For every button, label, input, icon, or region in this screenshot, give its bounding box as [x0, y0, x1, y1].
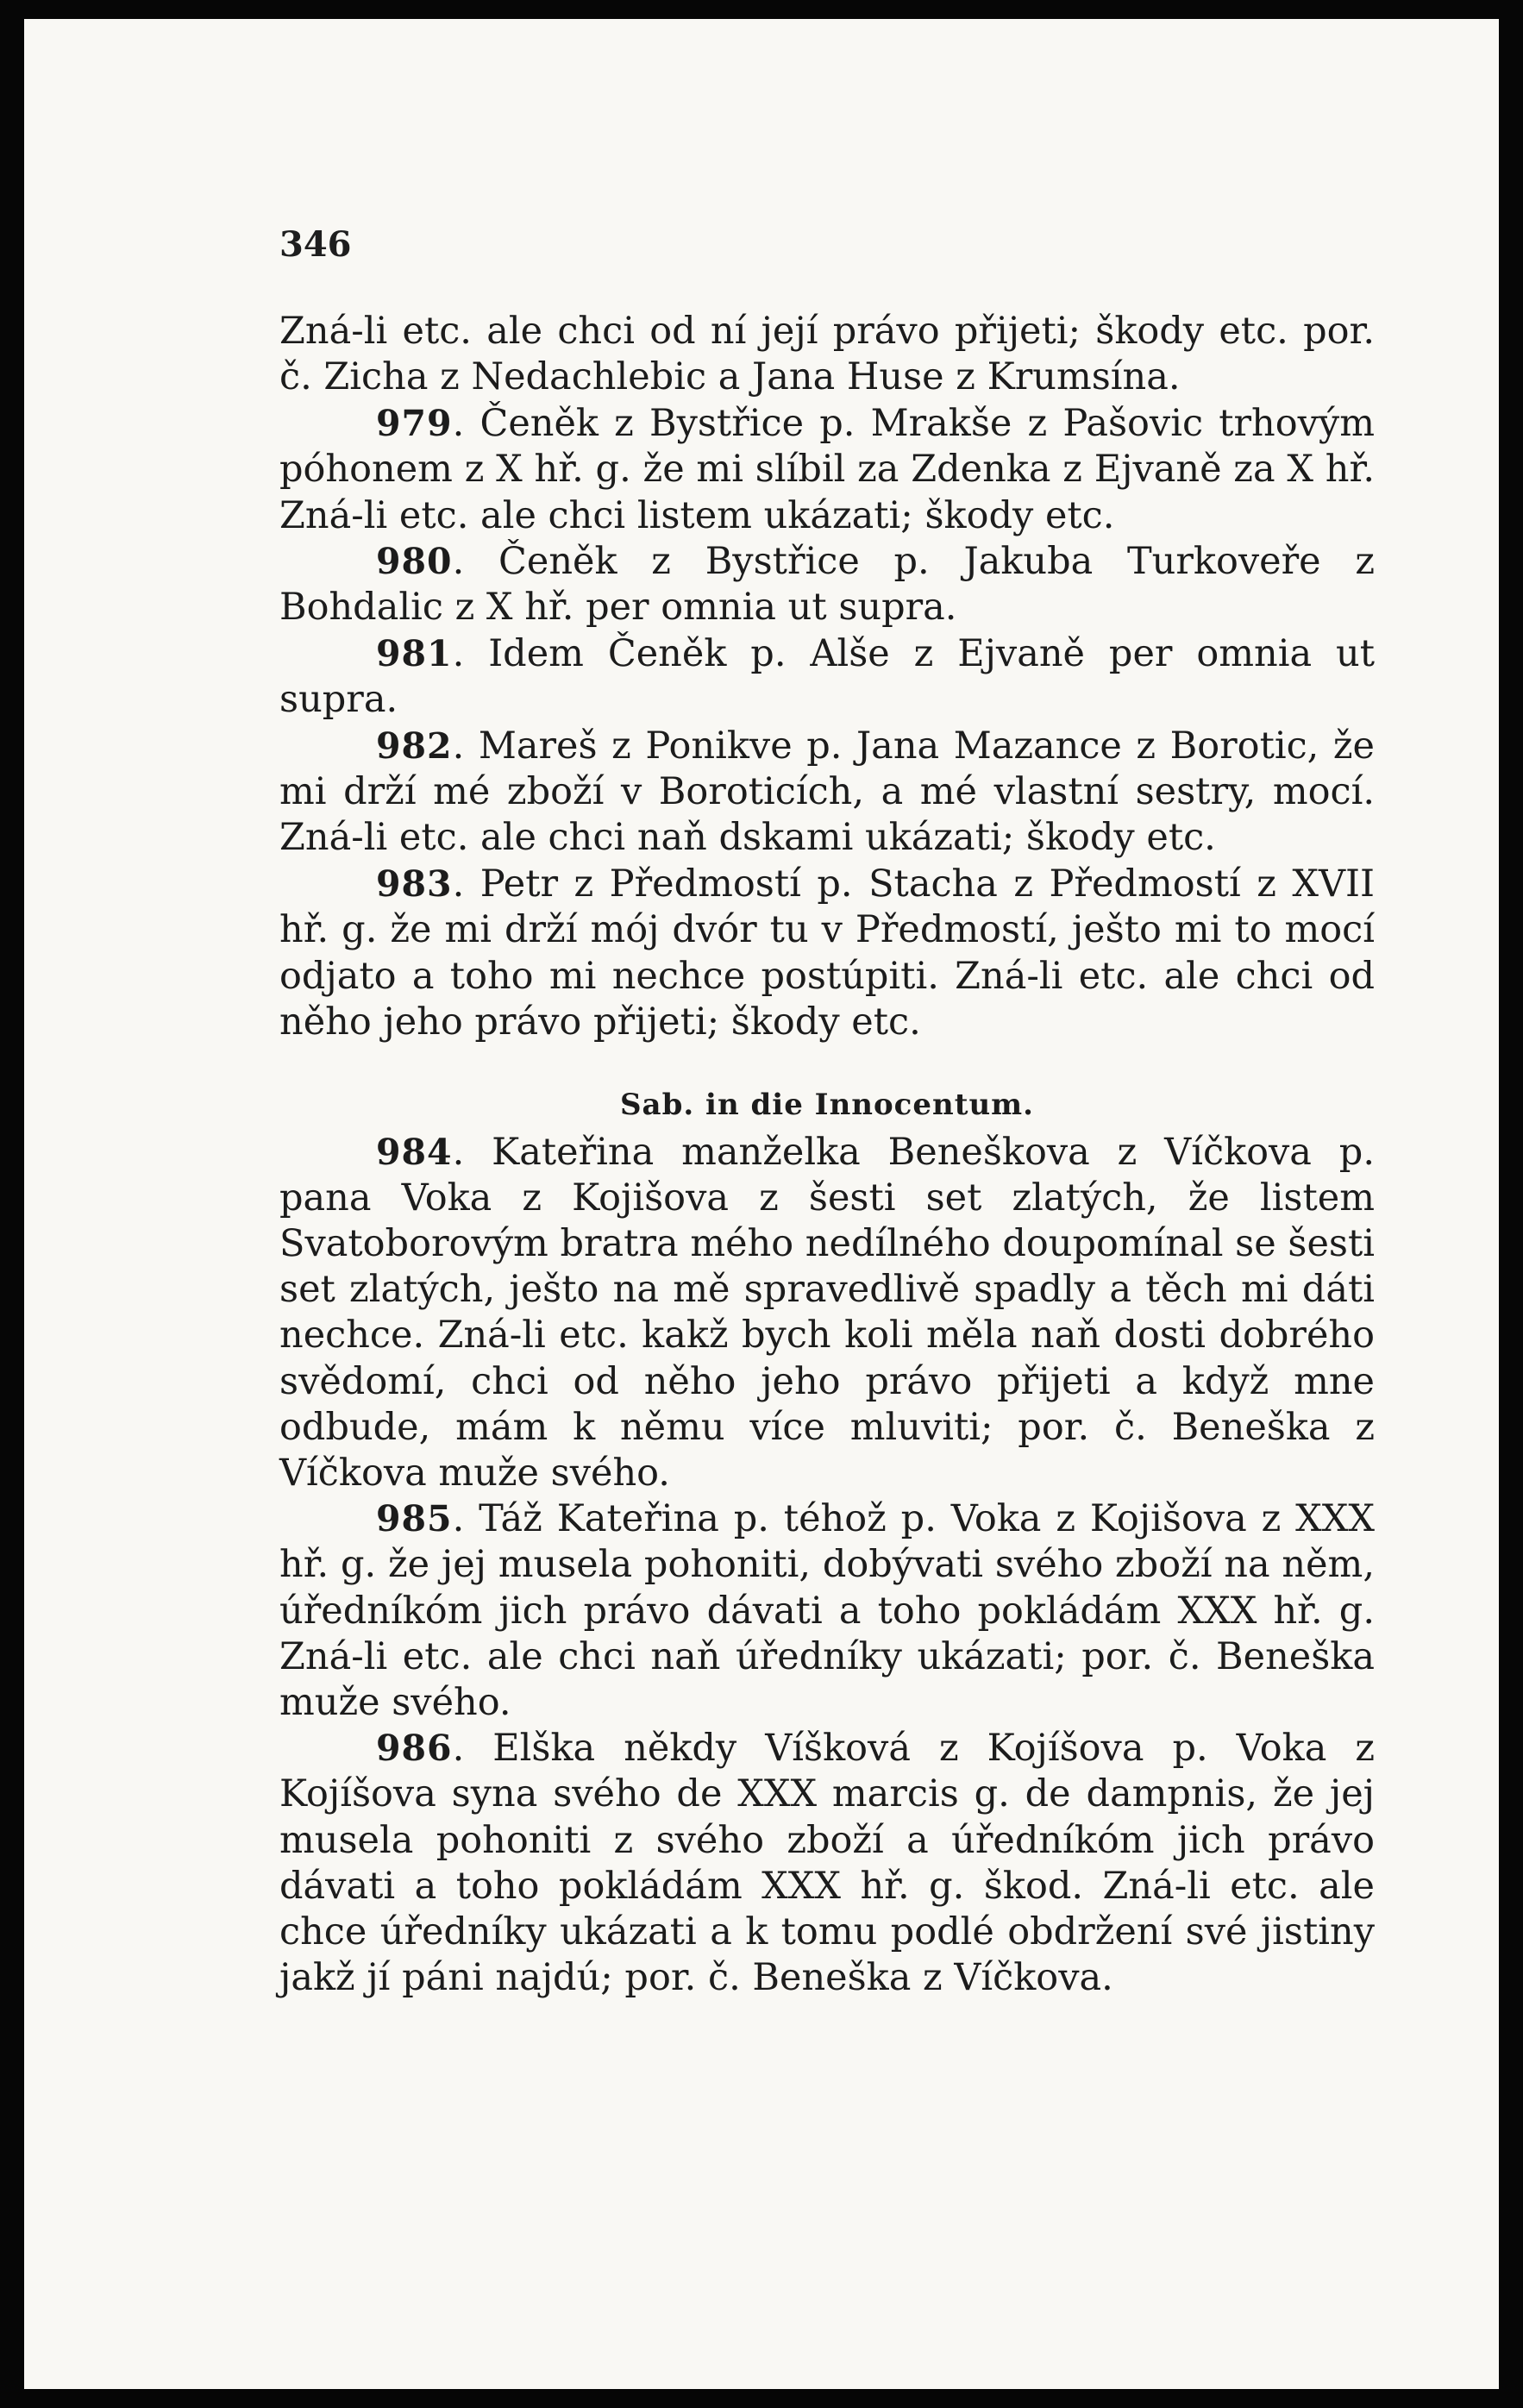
- page-number: 346: [279, 224, 352, 265]
- entry-number: 980: [376, 541, 453, 583]
- entry-text: Mareš z Ponikve p. Jana Mazance z Borotic, že mi drží mé zboží v Boroticích, a mé vlastní sestry, mocí. Zná-li etc. ale chci naň dskami ukázati; škody etc.: [279, 724, 1376, 860]
- entry-number: 981: [376, 632, 453, 674]
- entry-number: 984: [376, 1131, 453, 1173]
- page: [24, 19, 1499, 2389]
- entry-text: Táž Kateřina p. téhož p. Voka z Kojišova z XXX hř. g. že jej musela pohoniti, dobývati svého zboží na něm, úředníkóm jich právo dávati a toho pokládám XXX hř. g. Zná-li etc. ale chci naň úředníky ukázati; por. č. Beneška muže svého.: [279, 1497, 1375, 1724]
- lead-paragraph: Zná-li etc. ale chci od ní její právo přijeti; škody etc. por. č. Zicha z Nedachlebic a Jana Huse z Krumsína.: [279, 310, 1375, 399]
- entry-text: Petr z Předmostí p. Stacha z Předmostí z XVII hř. g. že mi drží mój dvór tu v Předmostí, ješto mi to mocí odjato a toho mi nechce postúpiti. Zná-li etc. ale chci od něho jeho právo přijeti; škody etc.: [279, 862, 1375, 1044]
- entry-number: 979: [376, 402, 453, 444]
- entry-983: 983. Petr z Předmostí p. Stacha z Předmostí z XVII hř. g. že mi drží mój dvór tu v Předmostí, ješto mi to mocí odjato a toho mi nechce postúpiti. Zná-li etc. ale chci od něho jeho právo přijeti; škody etc.: [279, 862, 1375, 1044]
- entry-982: 982. Mareš z Ponikve p. Jana Mazance z Borotic, že mi drží mé zboží v Boroticích, a mé vlastní sestry, mocí. Zná-li etc. ale chci naň dskami ukázati; škody etc.: [279, 724, 1376, 860]
- entry-984: 984. Kateřina manželka Beneškova z Víčkova p. pana Voka z Kojišova z šesti set zlatých, že listem Svatoborovým bratra mého nedílného doupomínal se šesti set zlatých, ješto na mě spravedlivě spadly a těch mi dáti nechce. Zná-li etc. kakž bych koli měla naň dosti dobrého svědomí, chci od něho jeho právo přijeti a když mne odbude, mám k němu více mluviti; por. č. Beneška z Víčkova muže svého.: [279, 1130, 1375, 1495]
- entry-980: 980. Čeněk z Bystřice p. Jakuba Turkoveře z Bohdalic z X hř. per omnia ut supra.: [279, 540, 1375, 630]
- section-heading: Sab. in die Innocentum.: [620, 1087, 1034, 1122]
- entry-number: 982: [376, 724, 453, 767]
- entry-text: Čeněk z Bystřice p. Jakuba Turkoveře z Bohdalic z X hř. per omnia ut supra.: [279, 540, 1375, 630]
- entry-text: Čeněk z Bystřice p. Mrakše z Pašovic trhovým póhonem z X hř. g. že mi slíbil za Zdenka z Ejvaně za X hř. Zná-li etc. ale chci listem ukázati; škody etc.: [279, 401, 1376, 537]
- entry-number: 983: [376, 862, 453, 905]
- entry-981: 981. Idem Čeněk p. Alše z Ejvaně per omnia ut supra.: [279, 631, 1375, 722]
- entry-985: 985. Táž Kateřina p. téhož p. Voka z Kojišova z XXX hř. g. že jej musela pohoniti, dobývati svého zboží na něm, úředníkóm jich právo dávati a toho pokládám XXX hř. g. Zná-li etc. ale chci naň úředníky ukázati; por. č. Beneška muže svého.: [279, 1497, 1375, 1724]
- text-column: [279, 309, 1375, 2001]
- entry-979: 979. Čeněk z Bystřice p. Mrakše z Pašovic trhovým póhonem z X hř. g. že mi slíbil za Zdenka z Ejvaně za X hř. Zná-li etc. ale chci listem ukázati; škody etc.: [279, 401, 1376, 537]
- entry-number: 985: [376, 1498, 453, 1540]
- entry-text: Kateřina manželka Beneškova z Víčkova p. pana Voka z Kojišova z šesti set zlatých, že listem Svatoborovým bratra mého nedílného doupomínal se šesti set zlatých, ješto na mě spravedlivě spadly a těch mi dáti nechce. Zná-li etc. kakž bych koli měla naň dosti dobrého svědomí, chci od něho jeho právo přijeti a když mne odbude, mám k němu více mluviti; por. č. Beneška z Víčkova muže svého.: [279, 1130, 1375, 1495]
- entry-text: Idem Čeněk p. Alše z Ejvaně per omnia ut supra.: [279, 631, 1375, 722]
- entry-text: Elška někdy Víšková z Kojíšova p. Voka z Kojíšova syna svého de XXX marcis g. de dampnis, že jej musela pohoniti z svého zboží a úředníkóm jich právo dávati a toho pokládám XXX hř. g. škod. Zná-li etc. ale chce úředníky ukázati a k tomu podlé obdržení své jistiny jakž jí páni najdú; por. č. Beneška z Víčkova.: [279, 1727, 1376, 2000]
- entry-986: 986. Elška někdy Víšková z Kojíšova p. Voka z Kojíšova syna svého de XXX marcis g. de dampnis, že jej musela pohoniti z svého zboží a úředníkóm jich právo dávati a toho pokládám XXX hř. g. škod. Zná-li etc. ale chce úředníky ukázati a k tomu podlé obdržení své jistiny jakž jí páni najdú; por. č. Beneška z Víčkova.: [279, 1727, 1376, 2000]
- entry-number: 986: [376, 1728, 453, 1770]
